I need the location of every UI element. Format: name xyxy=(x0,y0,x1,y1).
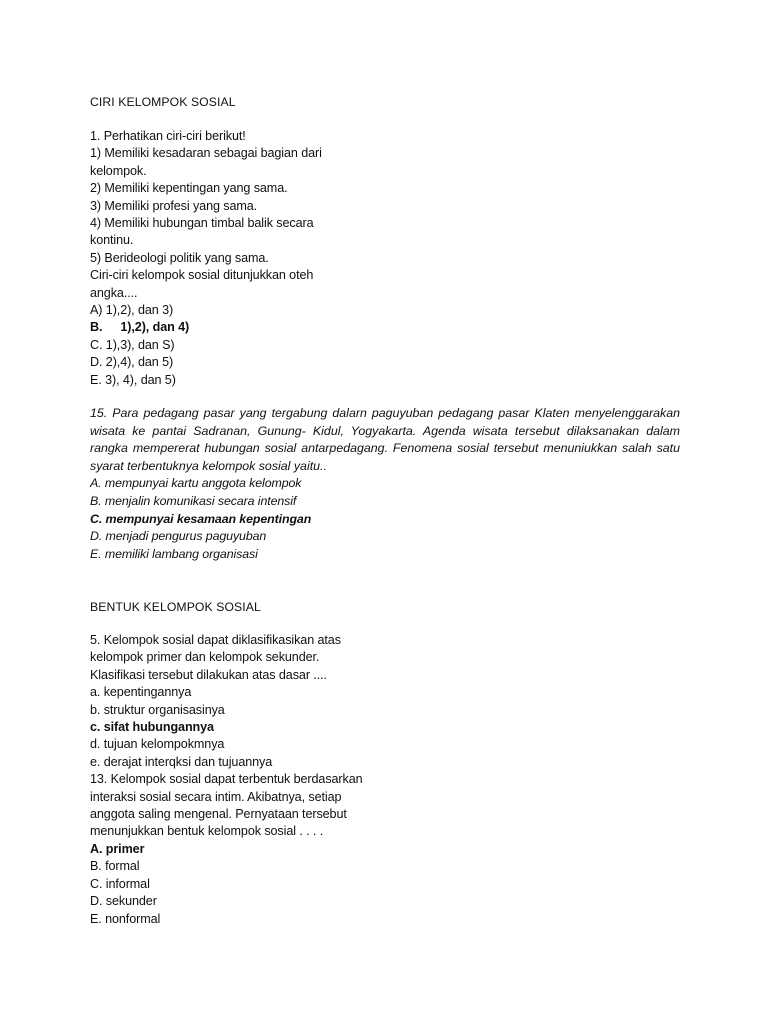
option-b-text: 1),2), dan 4) xyxy=(120,320,190,335)
question-line: 13. Kelompok sosial dapat terbentuk berdasarkan xyxy=(90,772,363,787)
question-line: anggota saling mengenal. Pernyataan tersebut xyxy=(90,807,347,822)
option-a: A. mempunyai kartu anggota kelompok xyxy=(90,476,302,491)
question-line: menunjukkan bentuk kelompok sosial . . . . xyxy=(90,824,324,839)
question-line: 2) Memiliki kepentingan yang sama. xyxy=(90,181,288,196)
question-line: Ciri-ciri kelompok sosial ditunjukkan oteh xyxy=(90,268,314,283)
option-a: A) 1),2), dan 3) xyxy=(90,303,174,318)
question-line: interaksi sosial secara intim. Akibatnya, setiap xyxy=(90,789,342,804)
option-d: d. tujuan kelompokmnya xyxy=(90,737,225,752)
option-b: B. formal xyxy=(90,859,140,874)
question-line: kelompok. xyxy=(90,163,147,178)
option-e: E. nonformal xyxy=(90,911,161,926)
section-heading: BENTUK KELOMPOK SOSIAL xyxy=(90,600,261,614)
question-paragraph: 15. Para pedagang pasar yang tergabung dalarn paguyuban pedagang pasar Klaten menyelenggarakan wisata ke pantai Sadranan, Gunung- Kidul, Yogyakarta. Agenda wisata tersebut dilaksanakan dalam rangka mempererat hubungan sosial antarpedagang. Fenomena sosial tersebut menuniukkan salah satu syarat terbentuknya kelompok sosial yaitu.. xyxy=(90,406,680,473)
question-line: 4) Memiliki hubungan timbal balik secara xyxy=(90,216,314,231)
question-line: 5. Kelompok sosial dapat diklasifikasikan atas xyxy=(90,633,341,647)
section-ciri xyxy=(90,94,236,111)
question-1 xyxy=(90,128,322,389)
question-line: angka.... xyxy=(90,285,138,300)
question-line: 5) Berideologi politik yang sama. xyxy=(90,250,269,265)
option-d: D. 2),4), dan 5) xyxy=(90,355,174,370)
option-b xyxy=(90,319,322,336)
option-b: B. menjalin komunikasi secara intensif xyxy=(90,493,297,508)
option-c: C. mempunyai kesamaan kepentingan xyxy=(90,511,312,526)
section-bentuk xyxy=(90,599,261,616)
option-e: E. 3), 4), dan 5) xyxy=(90,372,176,387)
option-e: e. derajat interqksi dan tujuannya xyxy=(90,754,273,769)
option-b: b. struktur organisasinya xyxy=(90,702,225,717)
question-15 xyxy=(90,405,680,563)
question-line: 3) Memiliki profesi yang sama. xyxy=(90,198,258,213)
option-c: c. sifat hubungannya xyxy=(90,720,214,735)
question-line: 1) Memiliki kesadaran sebagai bagian dari xyxy=(90,146,322,161)
question-5 xyxy=(90,632,363,928)
option-b-letter: B. xyxy=(90,320,103,335)
option-e: E. memiliki lambang organisasi xyxy=(90,546,258,561)
question-line: kontinu. xyxy=(90,233,134,248)
option-d: D. sekunder xyxy=(90,894,157,909)
section-heading: CIRI KELOMPOK SOSIAL xyxy=(90,95,236,109)
option-c: C. informal xyxy=(90,876,150,891)
option-c: C. 1),3), dan S) xyxy=(90,337,175,352)
option-d: D. menjadi pengurus paguyuban xyxy=(90,529,267,544)
question-line: kelompok primer dan kelompok sekunder. xyxy=(90,650,320,665)
option-a: a. kepentingannya xyxy=(90,685,192,700)
option-a: A. primer xyxy=(90,841,145,856)
question-line: Klasifikasi tersebut dilakukan atas dasar .... xyxy=(90,667,327,682)
question-intro: 1. Perhatikan ciri-ciri berikut! xyxy=(90,129,246,143)
